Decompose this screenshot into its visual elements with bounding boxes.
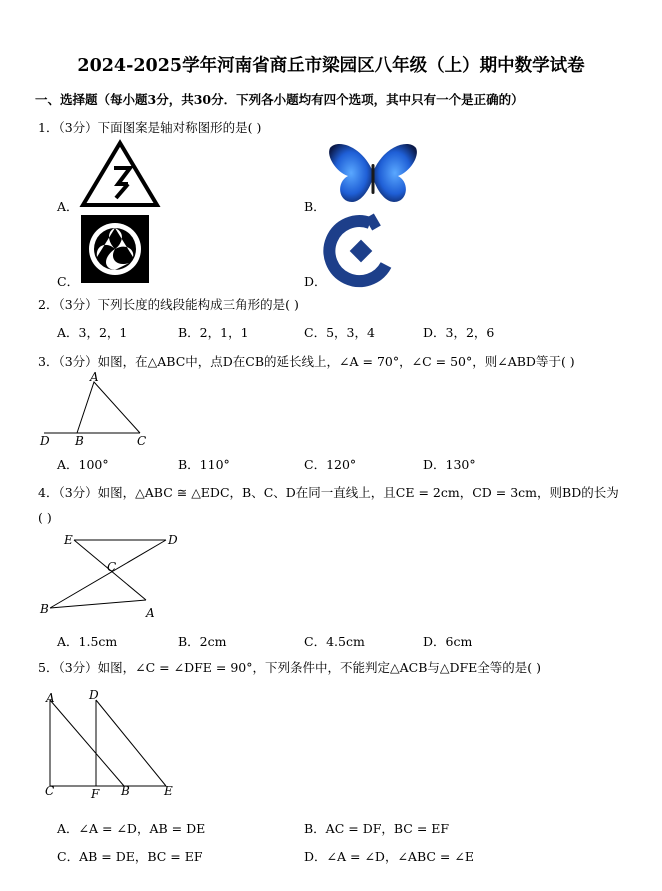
q5-right-triangles-figure — [38, 690, 178, 800]
q3-label-d: D — [40, 434, 50, 448]
question-4-stem-line2: ( ) — [38, 510, 52, 525]
q1-option-b[interactable]: B． — [304, 199, 326, 214]
q5-option-a[interactable]: A．∠A = ∠D，AB = DE — [57, 821, 206, 836]
q2-option-c[interactable]: C．5，3，4 — [304, 325, 375, 340]
question-3-stem: 3．（3分）如图，在△ABC中，点D在CB的延长线上，∠A = 70°，∠C = 50°，则∠ABD等于( ) — [38, 354, 575, 369]
q3-option-d[interactable]: D．130° — [423, 457, 476, 472]
q5-label-f: F — [91, 787, 100, 801]
q4-option-b[interactable]: B．2cm — [178, 634, 227, 649]
q4-label-e: E — [64, 533, 73, 547]
q4-label-c: C — [107, 560, 117, 574]
q4-option-a[interactable]: A．1.5cm — [57, 634, 118, 649]
q5-label-c: C — [45, 784, 55, 798]
q2-option-b[interactable]: B．2，1，1 — [178, 325, 249, 340]
q3-option-c[interactable]: C．120° — [304, 457, 357, 472]
q3-option-b[interactable]: B．110° — [178, 457, 230, 472]
q4-option-c[interactable]: C．4.5cm — [304, 634, 365, 649]
q5-label-b: B — [121, 784, 130, 798]
q4-label-a: A — [146, 606, 155, 620]
q1-option-a[interactable]: A． — [57, 199, 79, 214]
q2-option-d[interactable]: D．3，2，6 — [423, 325, 495, 340]
question-5-stem: 5．（3分）如图，∠C = ∠DFE = 90°，下列条件中，不能判定△ACB与△DFE全等的是( ) — [38, 660, 542, 675]
q5-label-e: E — [164, 784, 173, 798]
warning-triangle-icon — [80, 140, 160, 208]
q2-option-a[interactable]: A．3，2，1 — [57, 325, 128, 340]
question-1-stem: 1．（3分）下面图案是轴对称图形的是( ) — [38, 120, 262, 135]
question-2-stem: 2．（3分）下列长度的线段能构成三角形的是( ) — [38, 297, 299, 312]
q5-label-a: A — [46, 691, 55, 705]
q5-option-d[interactable]: D．∠A = ∠D，∠ABC = ∠E — [304, 849, 474, 864]
section-heading: 一、选择题（每小题3分，共30分．下列各小题均有四个选项，其中只有一个是正确的） — [35, 92, 524, 107]
q1-option-c[interactable]: C． — [57, 274, 80, 289]
q3-label-c: C — [137, 434, 147, 448]
q5-label-d: D — [89, 688, 99, 702]
butterfly-image — [328, 142, 418, 208]
bank-logo-icon — [326, 213, 396, 285]
q4-label-b: B — [40, 602, 49, 616]
q3-label-a: A — [90, 370, 99, 384]
q3-option-a[interactable]: A．100° — [57, 457, 109, 472]
question-4-stem-line1: 4．（3分）如图，△ABC ≅ △EDC，B、C、D在同一直线上，且CE = 2cm，CD = 3cm，则BD的长为 — [38, 485, 619, 500]
swirl-logo-icon — [81, 215, 149, 283]
q4-option-d[interactable]: D．6cm — [423, 634, 473, 649]
q5-option-b[interactable]: B．AC = DF，BC = EF — [304, 821, 450, 836]
q5-option-c[interactable]: C．AB = DE，BC = EF — [57, 849, 203, 864]
page-title: 2024-2025学年河南省商丘市梁园区八年级（上）期中数学试卷 — [77, 56, 585, 76]
q3-label-b: B — [75, 434, 84, 448]
q1-option-d[interactable]: D． — [304, 274, 327, 289]
q4-label-d: D — [168, 533, 178, 547]
q4-cross-triangles-figure — [38, 530, 178, 620]
